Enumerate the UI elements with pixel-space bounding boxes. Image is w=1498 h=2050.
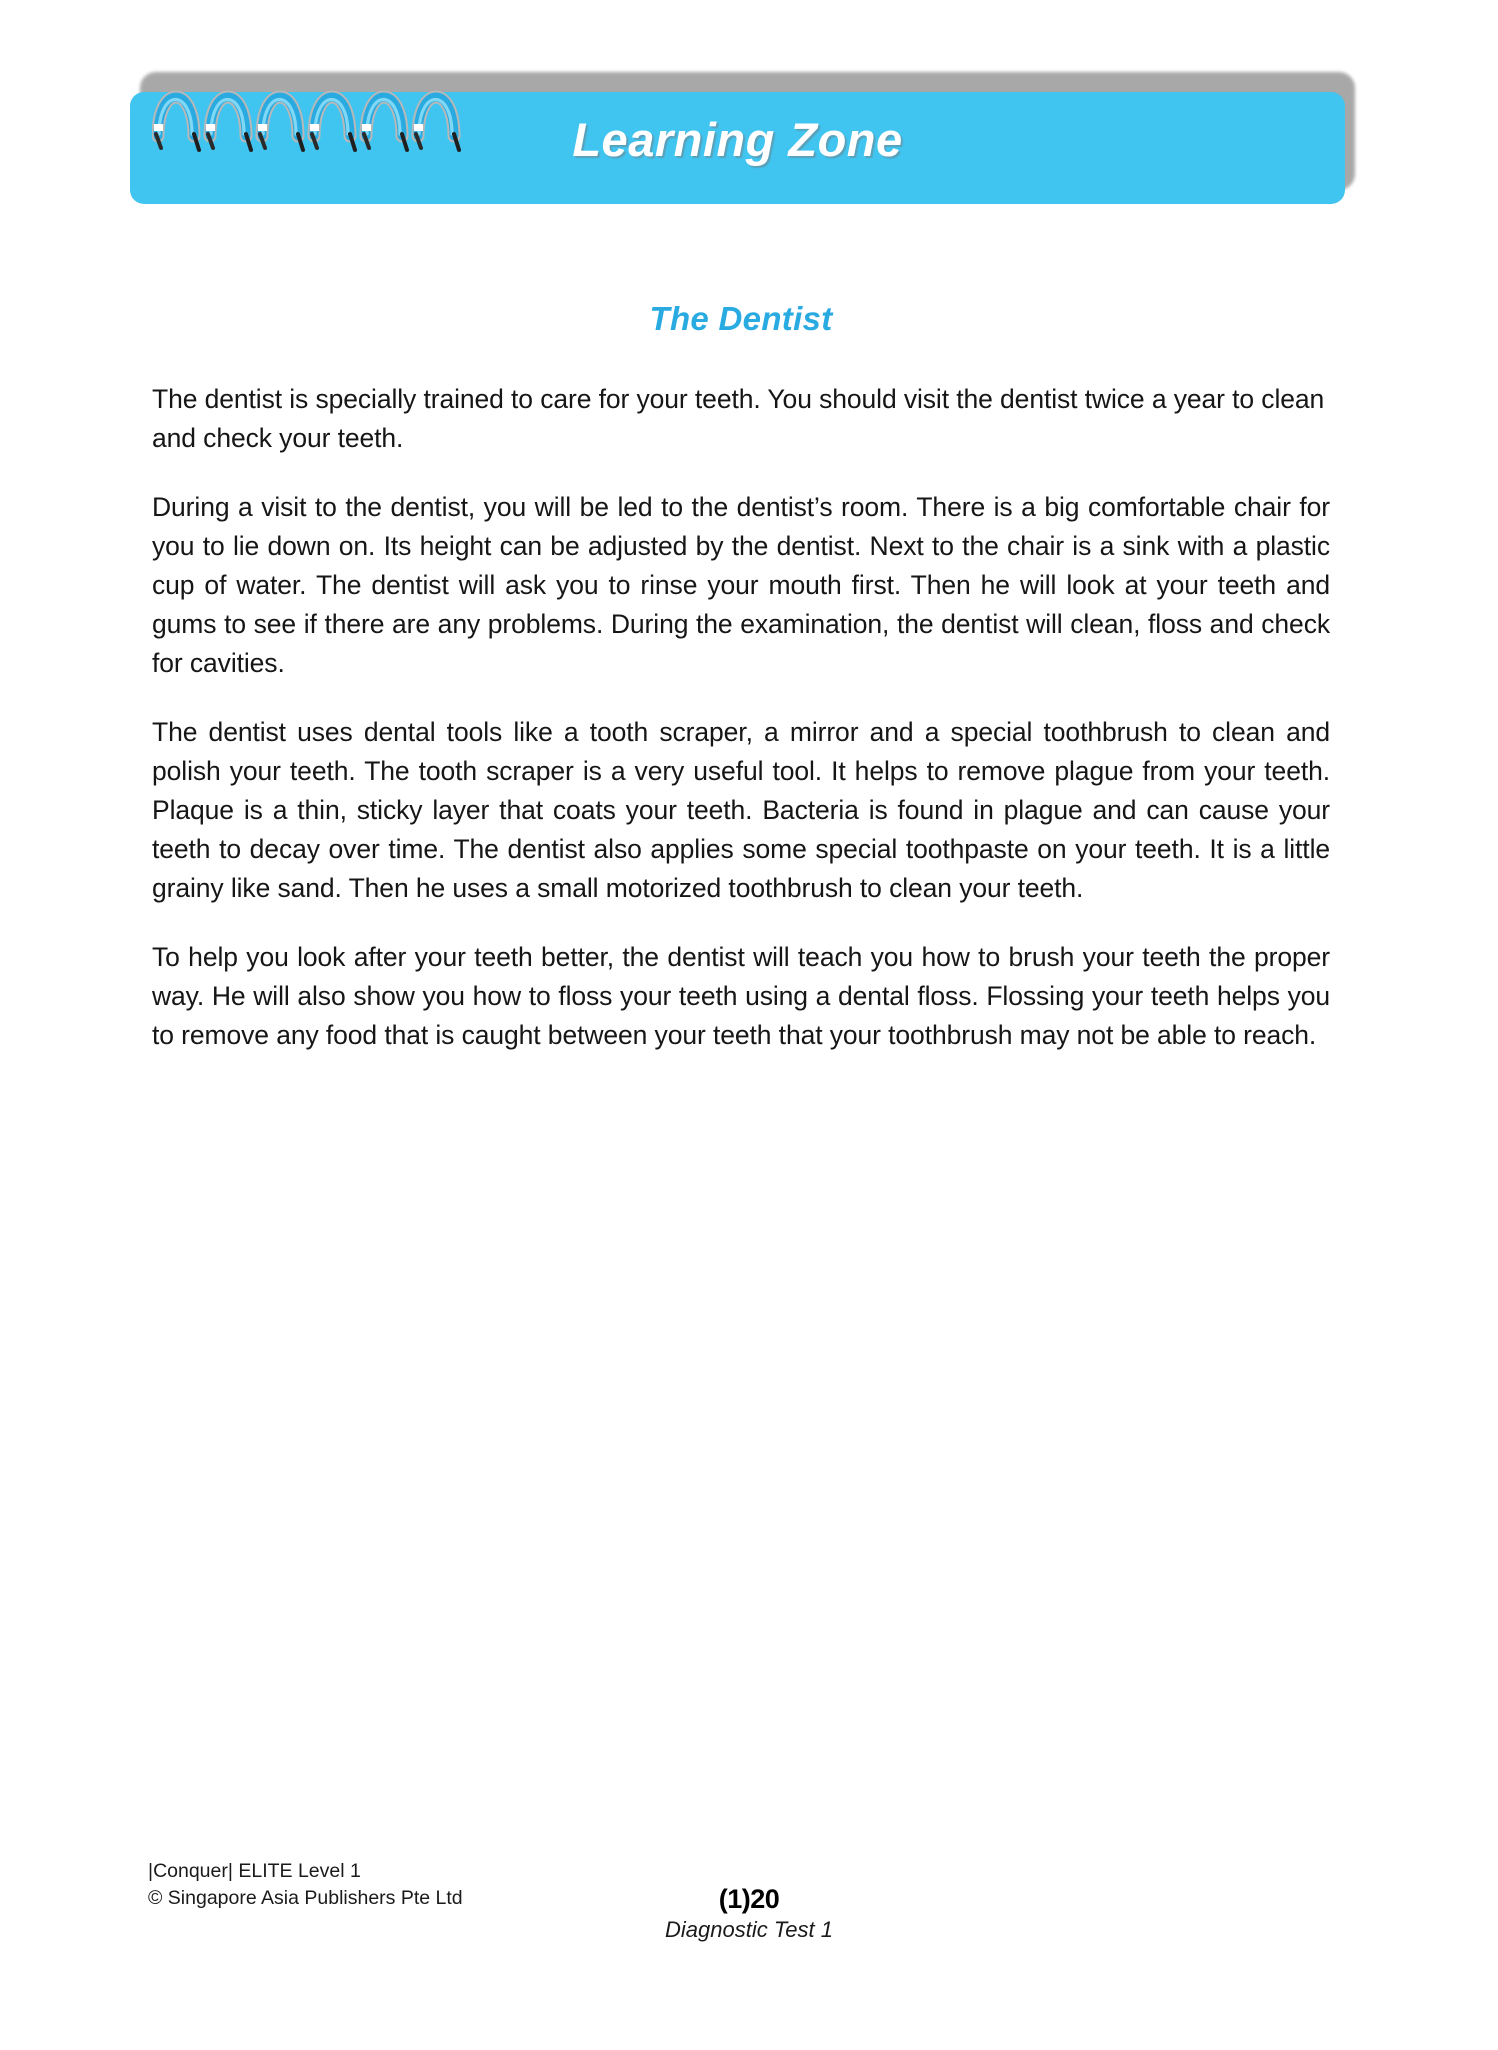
article-content — [152, 300, 1330, 1055]
banner-title: Learning Zone — [572, 113, 903, 166]
footer-test-name: Diagnostic Test 1 — [665, 1917, 833, 1942]
page-footer — [0, 1858, 1498, 1968]
article-paragraph: The dentist uses dental tools like a tooth scraper, a mirror and a special toothbrush to clean and polish your teeth. The tooth scraper is a very useful tool. It helps to remove plague from your teeth. Plaque is a thin, sticky layer that coats your teeth. Bacteria is found in plague and can cause your teeth to decay over time. The dentist also applies some special toothpaste on your teeth. It is a little grainy like sand. Then he uses a small motorized toothbrush to clean your teeth. — [152, 717, 1330, 903]
article-title: The Dentist — [649, 300, 833, 337]
footer-series-line: |Conquer| ELITE Level 1 — [148, 1860, 361, 1882]
spiral-binding-rings-icon — [152, 60, 482, 160]
footer-copyright-line: © Singapore Asia Publishers Pte Ltd — [148, 1887, 463, 1909]
footer-page-number: (1)20 — [718, 1884, 780, 1914]
footer-page-block — [0, 1884, 1498, 1943]
article-paragraph: To help you look after your teeth better, the dentist will teach you how to brush your teeth the proper way. He will also show you how to floss your teeth using a dental floss. Flossing your teeth helps you to remove any food that is caught between your teeth that your toothbrush may not be able to reach. — [152, 942, 1330, 1050]
article-paragraph: The dentist is specially trained to care for your teeth. You should visit the dentist twice a year to clean and check your teeth. — [152, 384, 1325, 453]
article-paragraph: During a visit to the dentist, you will be led to the dentist’s room. There is a big comfortable chair for you to lie down on. Its height can be adjusted by the dentist. Next to the chair is a sink with a plastic cup of water. The dentist will ask you to rinse your mouth first. Then he will look at your teeth and gums to see if there are any problems. During the examination, the dentist will clean, floss and check for cavities. — [152, 492, 1330, 678]
learning-zone-banner — [130, 60, 1355, 205]
